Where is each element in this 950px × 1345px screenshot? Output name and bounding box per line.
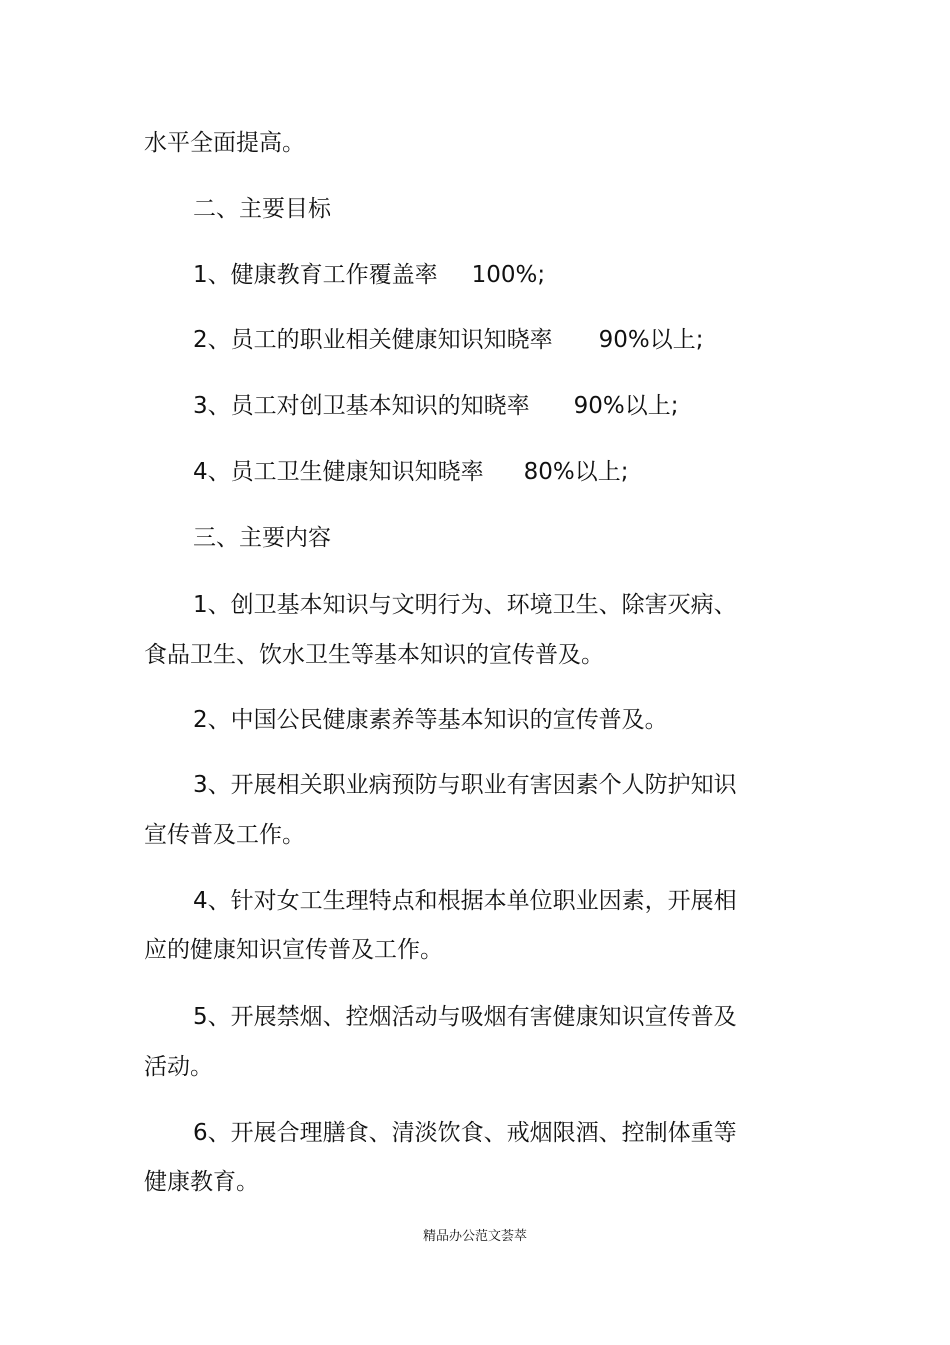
goal-text: 2、员工的职业相关健康知识知晓率 bbox=[193, 327, 553, 353]
content-item-line: 3、开展相关职业病预防与职业有害因素个人防护知识 bbox=[193, 772, 737, 798]
goal-item bbox=[193, 457, 629, 487]
content-item-line: 活动。 bbox=[144, 1054, 213, 1080]
page-footer: 精品办公范文荟萃 bbox=[422, 1229, 527, 1244]
content-item-line: 1、创卫基本知识与文明行为、环境卫生、除害灭病、 bbox=[193, 592, 737, 618]
goal-item bbox=[193, 391, 679, 421]
content-item-line: 6、开展合理膳食、清淡饮食、戒烟限酒、控制体重等 bbox=[193, 1120, 737, 1146]
goal-value: 90%以上; bbox=[573, 393, 679, 419]
goal-text: 3、员工对创卫基本知识的知晓率 bbox=[193, 393, 530, 419]
goal-text: 4、员工卫生健康知识知晓率 bbox=[193, 459, 484, 485]
section-heading-goals: 二、主要目标 bbox=[193, 196, 331, 222]
content-item-line: 食品卫生、饮水卫生等基本知识的宣传普及。 bbox=[144, 642, 604, 668]
content-item-line: 2、中国公民健康素养等基本知识的宣传普及。 bbox=[193, 707, 668, 733]
goal-value: 100%; bbox=[471, 262, 546, 288]
content-item-line: 宣传普及工作。 bbox=[144, 822, 305, 848]
continuation-text: 水平全面提高。 bbox=[144, 130, 305, 156]
goal-item bbox=[193, 260, 545, 290]
content-item-line: 健康教育。 bbox=[144, 1169, 259, 1195]
goal-value: 80%以上; bbox=[523, 459, 629, 485]
goal-text: 1、健康教育工作覆盖率 bbox=[193, 262, 438, 288]
content-item-line: 5、开展禁烟、控烟活动与吸烟有害健康知识宣传普及 bbox=[193, 1004, 737, 1030]
content-item-line: 4、针对女工生理特点和根据本单位职业因素，开展相 bbox=[193, 888, 737, 914]
goal-item bbox=[193, 325, 704, 355]
goal-value: 90%以上; bbox=[598, 327, 704, 353]
section-heading-content: 三、主要内容 bbox=[193, 525, 331, 551]
content-item-line: 应的健康知识宣传普及工作。 bbox=[144, 937, 443, 963]
